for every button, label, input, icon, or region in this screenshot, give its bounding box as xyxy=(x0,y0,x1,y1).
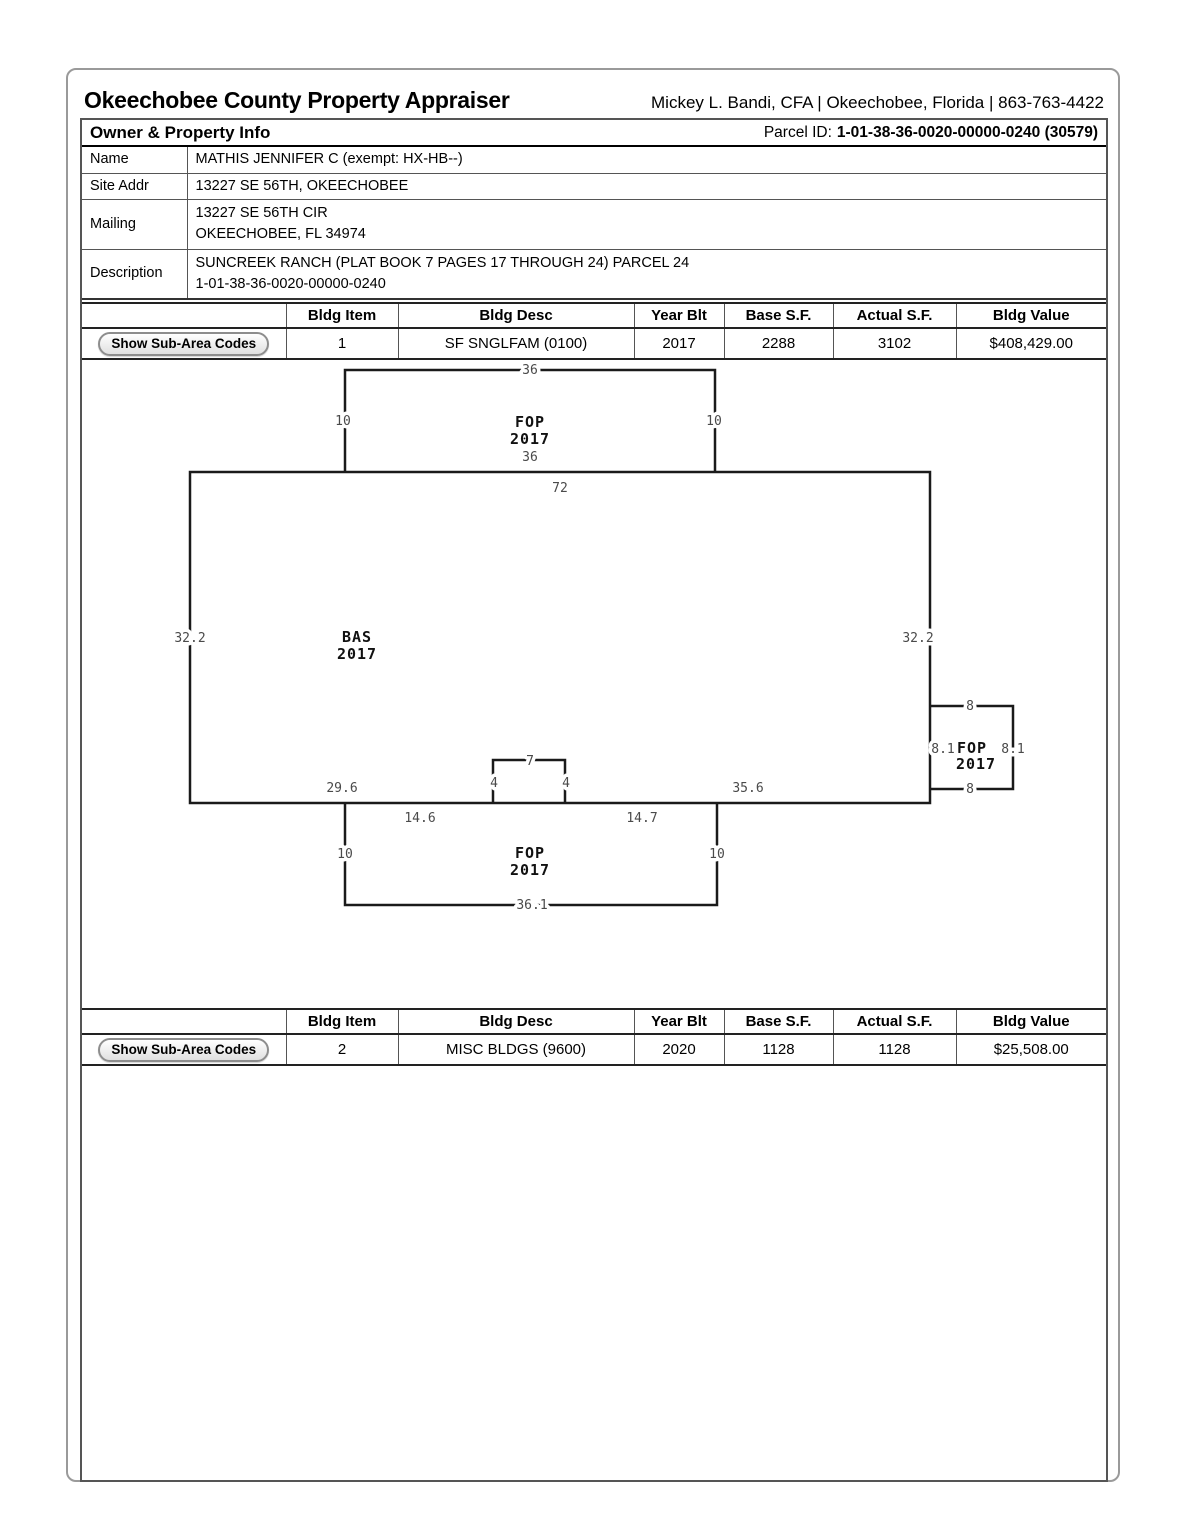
cell-bldg-desc: SF SNGLFAM (0100) xyxy=(398,328,634,359)
site-contact-info: Mickey L. Bandi, CFA | Okeechobee, Florida | 863-763-4422 xyxy=(651,93,1104,112)
col-bldg-item: Bldg Item xyxy=(286,1009,398,1034)
table-row xyxy=(82,173,1106,199)
cell-bldg-item: 1 xyxy=(286,328,398,359)
row-value-site-addr: 13227 SE 56TH, OKEECHOBEE xyxy=(187,173,1106,199)
col-bldg-value: Bldg Value xyxy=(956,303,1106,328)
col-bldg-item: Bldg Item xyxy=(286,303,398,328)
row-label-description: Description xyxy=(82,249,187,299)
dim-label: 4 xyxy=(562,776,570,791)
area-year-bas: 2017 xyxy=(336,645,378,663)
area-label-fop-top: FOP xyxy=(514,413,546,431)
parcel-id xyxy=(764,124,1098,142)
row-label-mailing: Mailing xyxy=(82,199,187,249)
cell-year-blt: 2020 xyxy=(634,1034,724,1065)
col-base-sf: Base S.F. xyxy=(724,1009,833,1034)
dim-label: 8.1 xyxy=(931,742,955,757)
dim-label: 8.1 xyxy=(1001,742,1025,757)
panel-title: Owner & Property Info xyxy=(90,122,271,142)
col-base-sf: Base S.F. xyxy=(724,303,833,328)
mailing-line-1: 13227 SE 56TH CIR xyxy=(195,205,328,221)
button-cell xyxy=(82,1034,286,1065)
col-year-blt: Year Blt xyxy=(634,1009,724,1034)
row-label-name: Name xyxy=(82,147,187,173)
building-sketch xyxy=(82,360,1106,1006)
dim-label: 72 xyxy=(552,481,568,496)
cell-bldg-value: $25,508.00 xyxy=(956,1034,1106,1065)
area-year-fop-right: 2017 xyxy=(955,755,997,773)
button-cell xyxy=(82,328,286,359)
table-row xyxy=(82,199,1106,249)
site-title: Okeechobee County Property Appraiser xyxy=(84,87,510,113)
dim-label: 36 xyxy=(522,363,538,378)
description-line-2: 1-01-38-36-0020-00000-0240 xyxy=(195,275,386,292)
dim-label: 29.6 xyxy=(326,781,358,796)
dim-label: 10 xyxy=(709,847,725,862)
area-label-bas: BAS xyxy=(341,628,373,646)
cell-year-blt: 2017 xyxy=(634,328,724,359)
cell-bldg-desc: MISC BLDGS (9600) xyxy=(398,1034,634,1065)
dim-label: 8 xyxy=(966,699,974,714)
row-value-name: MATHIS JENNIFER C (exempt: HX-HB--) xyxy=(187,147,1106,173)
col-bldg-desc: Bldg Desc xyxy=(398,1009,634,1034)
col-actual-sf: Actual S.F. xyxy=(833,303,956,328)
table-row xyxy=(82,1034,1106,1065)
dim-label: 8 xyxy=(966,782,974,797)
table-row xyxy=(82,147,1106,173)
dim-label: 7 xyxy=(526,754,534,769)
owner-info-table xyxy=(82,147,1106,300)
col-bldg-desc: Bldg Desc xyxy=(398,303,634,328)
dim-label: 14.6 xyxy=(404,811,436,826)
parcel-id-label: Parcel ID: xyxy=(763,123,832,141)
report-frame xyxy=(66,68,1120,1482)
dim-label: 14.7 xyxy=(626,811,658,826)
building-table-1 xyxy=(82,302,1106,360)
row-value-mailing xyxy=(187,199,1106,249)
dim-label: 4 xyxy=(490,776,498,791)
building-sketch-canvas xyxy=(82,360,1102,1006)
table-row xyxy=(82,249,1106,299)
cell-actual-sf: 1128 xyxy=(833,1034,956,1065)
dim-label: 32.2 xyxy=(174,631,206,646)
site-header xyxy=(68,70,1118,118)
dim-label: 10 xyxy=(337,847,353,862)
dim-label: 36 xyxy=(522,450,538,465)
cell-actual-sf: 3102 xyxy=(833,328,956,359)
panel-header-bar xyxy=(82,120,1106,147)
col-year-blt: Year Blt xyxy=(634,303,724,328)
parcel-id-value: 1-01-38-36-0020-00000-0240 (30579) xyxy=(836,123,1098,141)
dim-label: 35.6 xyxy=(732,781,764,796)
blank-header-cell xyxy=(82,303,286,328)
cell-base-sf: 2288 xyxy=(724,328,833,359)
dim-label: 36.1 xyxy=(516,898,548,913)
blank-header-cell xyxy=(82,1009,286,1034)
show-sub-area-codes-button[interactable]: Show Sub-Area Codes xyxy=(98,1038,269,1062)
col-bldg-value: Bldg Value xyxy=(956,1009,1106,1034)
row-label-site-addr: Site Addr xyxy=(82,173,187,199)
row-value-description xyxy=(187,249,1106,299)
show-sub-area-codes-button[interactable]: Show Sub-Area Codes xyxy=(98,332,269,356)
area-year-fop-bottom: 2017 xyxy=(509,861,551,879)
cell-bldg-item: 2 xyxy=(286,1034,398,1065)
dim-label: 10 xyxy=(335,414,351,429)
dim-label: 10 xyxy=(706,414,722,429)
cell-base-sf: 1128 xyxy=(724,1034,833,1065)
dim-label: 32.2 xyxy=(902,631,934,646)
table-header-row xyxy=(82,303,1106,328)
col-actual-sf: Actual S.F. xyxy=(833,1009,956,1034)
cell-bldg-value: $408,429.00 xyxy=(956,328,1106,359)
building-table-2 xyxy=(82,1008,1106,1066)
table-header-row xyxy=(82,1009,1106,1034)
area-year-fop-top: 2017 xyxy=(509,430,551,448)
area-label-fop-bottom: FOP xyxy=(514,844,546,862)
area-label-fop-right: FOP xyxy=(956,739,988,757)
owner-property-panel xyxy=(80,118,1108,1482)
mailing-line-2: OKEECHOBEE, FL 34974 xyxy=(195,226,366,242)
description-line-1: SUNCREEK RANCH (PLAT BOOK 7 PAGES 17 THROUGH 24) PARCEL 24 xyxy=(195,254,690,271)
table-row xyxy=(82,328,1106,359)
sketch-bas-outline xyxy=(190,472,930,803)
